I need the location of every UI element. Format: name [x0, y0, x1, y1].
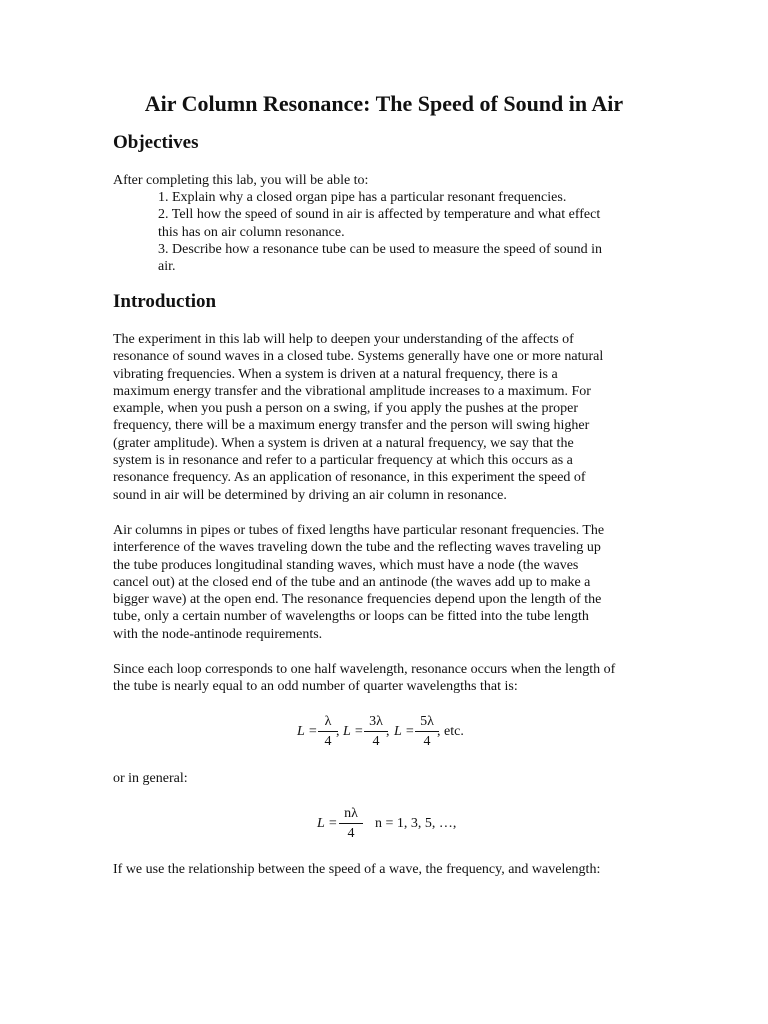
- eq-separator: ,: [336, 724, 340, 739]
- eq-fraction: [339, 806, 363, 842]
- objectives-list: [158, 189, 658, 275]
- eq-denominator: 4: [347, 826, 355, 841]
- text-line: The experiment in this lab will help to deepen your understanding of the affects of: [113, 332, 574, 347]
- text-line: Since each loop corresponds to one half wavelength, resonance occurs when the length of: [113, 662, 616, 677]
- eq-numerator: 5λ: [415, 714, 439, 732]
- text-line: sound in air will be determined by driving an air column in resonance.: [113, 487, 507, 503]
- text-line: 2. Tell how the speed of sound in air is affected by temperature and what effect: [158, 207, 601, 223]
- text-line: frequency, there will be a maximum energy transfer and the person will swing higher: [113, 418, 590, 434]
- text-line: bigger wave) at the open end. The resonance frequencies depend upon the length of the: [113, 592, 602, 608]
- eq-fraction: [415, 714, 439, 750]
- text-line: interference of the waves traveling down the tube and the reflecting waves traveling up: [113, 540, 601, 556]
- intro-paragraph-3: [113, 661, 658, 696]
- text-line: 1. Explain why a closed organ pipe has a particular resonant frequencies.: [158, 190, 567, 205]
- eq-lhs: L =: [394, 724, 415, 739]
- text-line: example, when you push a person on a swing, if you apply the pushes at the proper: [113, 401, 579, 417]
- eq-tail: , etc.: [437, 724, 464, 739]
- page-title: Air Column Resonance: The Speed of Sound in Air: [144, 91, 624, 116]
- text-line: system is in resonance and refer to a particular frequency at which this occurs as a: [113, 453, 573, 469]
- in-general-text: or in general:: [113, 771, 188, 786]
- text-line: this has on air column resonance.: [158, 224, 345, 240]
- text-line: cancel out) at the closed end of the tube and an antinode (the waves add up to make a: [113, 574, 591, 590]
- closing-text: If we use the relationship between the speed of a wave, the frequency, and wavelength:: [113, 862, 601, 877]
- text-line: air.: [158, 259, 176, 275]
- intro-paragraph-2: [113, 522, 658, 643]
- text-line: (grater amplitude). When a system is driven at a natural frequency, we say that the: [113, 435, 574, 451]
- text-line: 3. Describe how a resonance tube can be used to measure the speed of sound in: [158, 241, 602, 257]
- eq-lhs: L =: [297, 724, 318, 739]
- eq-numerator: nλ: [339, 806, 363, 824]
- eq-condition: n = 1, 3, 5, …,: [375, 816, 457, 831]
- objectives-heading: Objectives: [113, 132, 199, 153]
- eq-fraction: [318, 714, 338, 750]
- text-line: resonance of sound waves in a closed tube. Systems generally have one or more natural: [113, 349, 604, 365]
- text-line: Air columns in pipes or tubes of fixed lengths have particular resonant frequencies. The: [113, 523, 605, 538]
- text-line: tube, only a certain number of wavelengths or loops can be fitted into the tube length: [113, 609, 589, 625]
- objective-item: [158, 241, 658, 276]
- eq-separator: ,: [386, 724, 390, 739]
- eq-numerator: 3λ: [364, 714, 388, 732]
- eq-denominator: 4: [372, 734, 380, 749]
- eq-denominator: 4: [423, 734, 431, 749]
- eq-lhs: L =: [317, 816, 338, 831]
- intro-paragraph-1: [113, 331, 658, 504]
- introduction-heading: Introduction: [113, 291, 217, 312]
- text-line: the tube produces longitudinal standing waves, which must have a node (the waves: [113, 557, 579, 573]
- text-line: vibrating frequencies. When a system is driven at a natural frequency, there is a: [113, 366, 558, 382]
- text-line: the tube is nearly equal to an odd number of quarter wavelengths that is:: [113, 679, 518, 695]
- text-line: resonance frequency. As an application of resonance, in this experiment the speed of: [113, 470, 586, 486]
- objective-item: [158, 206, 658, 241]
- objectives-intro: After completing this lab, you will be able to:: [113, 173, 369, 188]
- text-line: maximum energy transfer and the vibrational amplitude increases to a maximum. For: [113, 383, 591, 399]
- eq-denominator: 4: [324, 734, 332, 749]
- eq-fraction: [364, 714, 388, 750]
- text-line: with the node-antinode requirements.: [113, 626, 323, 642]
- eq-numerator: λ: [318, 714, 338, 732]
- eq-lhs: L =: [343, 724, 364, 739]
- objective-item: [158, 189, 658, 206]
